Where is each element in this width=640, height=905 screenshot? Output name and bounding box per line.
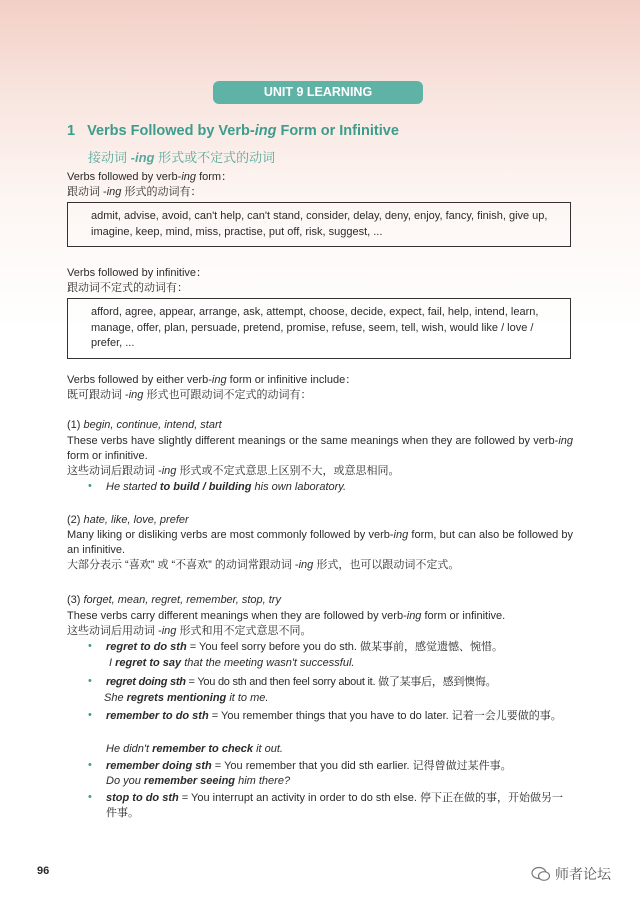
infinitive-intro: Verbs followed by infinitive： (67, 267, 208, 279)
text: Many liking or disliking verbs are most commonly followed by verb- (67, 529, 394, 541)
text-ing: ing (393, 529, 409, 541)
bullet-icon: • (88, 675, 92, 687)
group-verbs: hate, like, love, prefer (83, 514, 189, 526)
term: regret to do sth (106, 641, 187, 653)
text-ing: ing (211, 374, 227, 386)
text: form or infinitive include： (226, 374, 357, 386)
text: I (109, 657, 116, 669)
text: form or infinitive. (421, 610, 506, 622)
section-subtitle (88, 147, 275, 166)
text: Verbs followed by verb- (67, 171, 182, 183)
text: 既可跟动词 - (67, 389, 129, 401)
bullet-icon: • (88, 480, 92, 492)
group3-item-2-example (104, 691, 268, 706)
section-title-text: Verbs Followed by Verb- (87, 123, 255, 139)
text: his own laboratory. (251, 481, 347, 493)
subtitle-text-end: 形式或不定式的动词 (154, 150, 276, 165)
group3-heading (67, 593, 281, 608)
term: remember to do sth (106, 710, 209, 722)
text: He didn't (106, 743, 153, 755)
text: 这些动词后跟动词 - (67, 465, 162, 477)
subtitle-ing: -ing (130, 150, 155, 165)
text: 跟动词 - (67, 186, 107, 198)
group2-heading (67, 513, 189, 528)
text-ing: ing (161, 625, 177, 637)
bullet-icon: • (88, 640, 92, 652)
group3-item-2 (106, 675, 496, 690)
section-title (67, 123, 399, 139)
group-verbs: begin, continue, intend, start (83, 419, 222, 431)
text: These verbs have slightly different meanings or the same meanings when they are followed by verb- (67, 435, 559, 447)
text: form, but can also be followed by an infinitive. (67, 529, 573, 556)
text-bold: regrets mentioning (126, 692, 227, 704)
text: 形式和用不定式意思不同。 (176, 625, 312, 637)
watermark-text: 师者论坛 (555, 866, 611, 882)
group-label: (3) (67, 594, 84, 606)
text: She (104, 692, 127, 704)
text-ing: ing (298, 559, 314, 571)
term: regret doing sth (106, 676, 186, 688)
ing-form-intro (67, 170, 232, 185)
term: remember doing sth (106, 760, 212, 772)
group3-item-4-example (106, 774, 290, 789)
ing-form-intro-cn (67, 185, 201, 200)
text: Do you (106, 775, 144, 787)
text: 大部分表示 “喜欢” 或 “不喜欢” 的动词常跟动词 - (67, 559, 299, 571)
group1-heading (67, 418, 222, 433)
text-bold: to build / building (159, 481, 252, 493)
text: 形式，也可以跟动词不定式。 (313, 559, 460, 571)
either-intro (67, 373, 356, 388)
chat-bubble-icon (531, 866, 551, 882)
group-verbs: forget, mean, regret, remember, stop, try (83, 594, 281, 606)
group1-description (67, 434, 573, 464)
group3-item-4 (106, 759, 512, 774)
infinitive-verbs-box: afford, agree, appear, arrange, ask, attempt, choose, decide, expect, fail, help, intend, learn, manage, offer, plan, persuade, pretend, promise, refuse, seem, tell, wish, would like / love / prefer, ... (67, 298, 571, 359)
text: form： (196, 171, 233, 183)
unit-banner: UNIT 9 LEARNING (213, 81, 423, 104)
section-title-ing: ing (254, 123, 277, 139)
group1-description-cn (67, 464, 399, 479)
term: stop to do sth (106, 792, 179, 804)
text: 形式的动词有： (121, 186, 202, 198)
group-label: (2) (67, 514, 84, 526)
text: that the meeting wasn't successful. (181, 657, 355, 669)
definition: = You remember things that you have to do later. 记着一会儿要做的事。 (208, 710, 562, 722)
group2-description-cn (67, 558, 459, 573)
bullet-icon: • (88, 759, 92, 771)
group2-description (67, 528, 573, 558)
infinitive-intro-cn: 跟动词不定式的动词有： (67, 282, 188, 294)
text: 这些动词后用动词 - (67, 625, 162, 637)
group3-item-3 (106, 709, 572, 724)
group-label: (1) (67, 419, 84, 431)
definition: = You do sth and then feel sorry about it. 做了某事后，感到懊悔。 (185, 676, 497, 688)
group3-item-1-example (109, 656, 354, 671)
definition: = You feel sorry before you do sth. 做某事前，感觉遗憾、惋惜。 (186, 641, 504, 653)
text: He started (106, 481, 160, 493)
group3-item-5 (106, 791, 572, 821)
page-number: 96 (37, 865, 50, 877)
text: it out. (253, 743, 283, 755)
bullet-icon: • (88, 791, 92, 803)
text-ing: ing (406, 610, 422, 622)
definition: = You remember that you did sth earlier. 记得曾做过某件事。 (211, 760, 512, 772)
text: 形式或不定式意思上区别不大，或意思相同。 (176, 465, 400, 477)
text: form or infinitive. (67, 450, 148, 462)
text: These verbs carry different meanings when they are followed by verb- (67, 610, 407, 622)
text-bold: remember to check (152, 743, 254, 755)
group3-description (67, 609, 505, 624)
text-ing: ing (161, 465, 177, 477)
text-bold: regret to say (115, 657, 182, 669)
group3-item-3-example (106, 742, 283, 757)
section-title-text-end: Form or Infinitive (276, 123, 399, 139)
bullet-icon: • (88, 709, 92, 721)
group3-item-1 (106, 640, 503, 655)
subtitle-text: 接动词 (88, 150, 131, 165)
group1-example (106, 480, 346, 495)
text: Verbs followed by either verb- (67, 374, 212, 386)
group3-description-cn (67, 624, 311, 639)
text-ing: ing (181, 171, 197, 183)
text: it to me. (226, 692, 269, 704)
text: 形式也可跟动词不定式的动词有： (143, 389, 312, 401)
ing-verbs-box: admit, advise, avoid, can't help, can't stand, consider, delay, deny, enjoy, fancy, finish, give up, imagine, keep, mind, miss, practise, put off, risk, suggest, ... (67, 202, 571, 247)
section-number: 1 (67, 123, 76, 139)
text-ing: ing (106, 186, 122, 198)
text-ing: ing (128, 389, 144, 401)
text-ing: ing (558, 435, 573, 447)
text: him there? (235, 775, 291, 787)
either-intro-cn (67, 388, 311, 403)
definition: = You interrupt an activity in order to do sth else. 停下正在做的事，开始做另一件事。 (106, 792, 563, 819)
text-bold: remember seeing (143, 775, 236, 787)
